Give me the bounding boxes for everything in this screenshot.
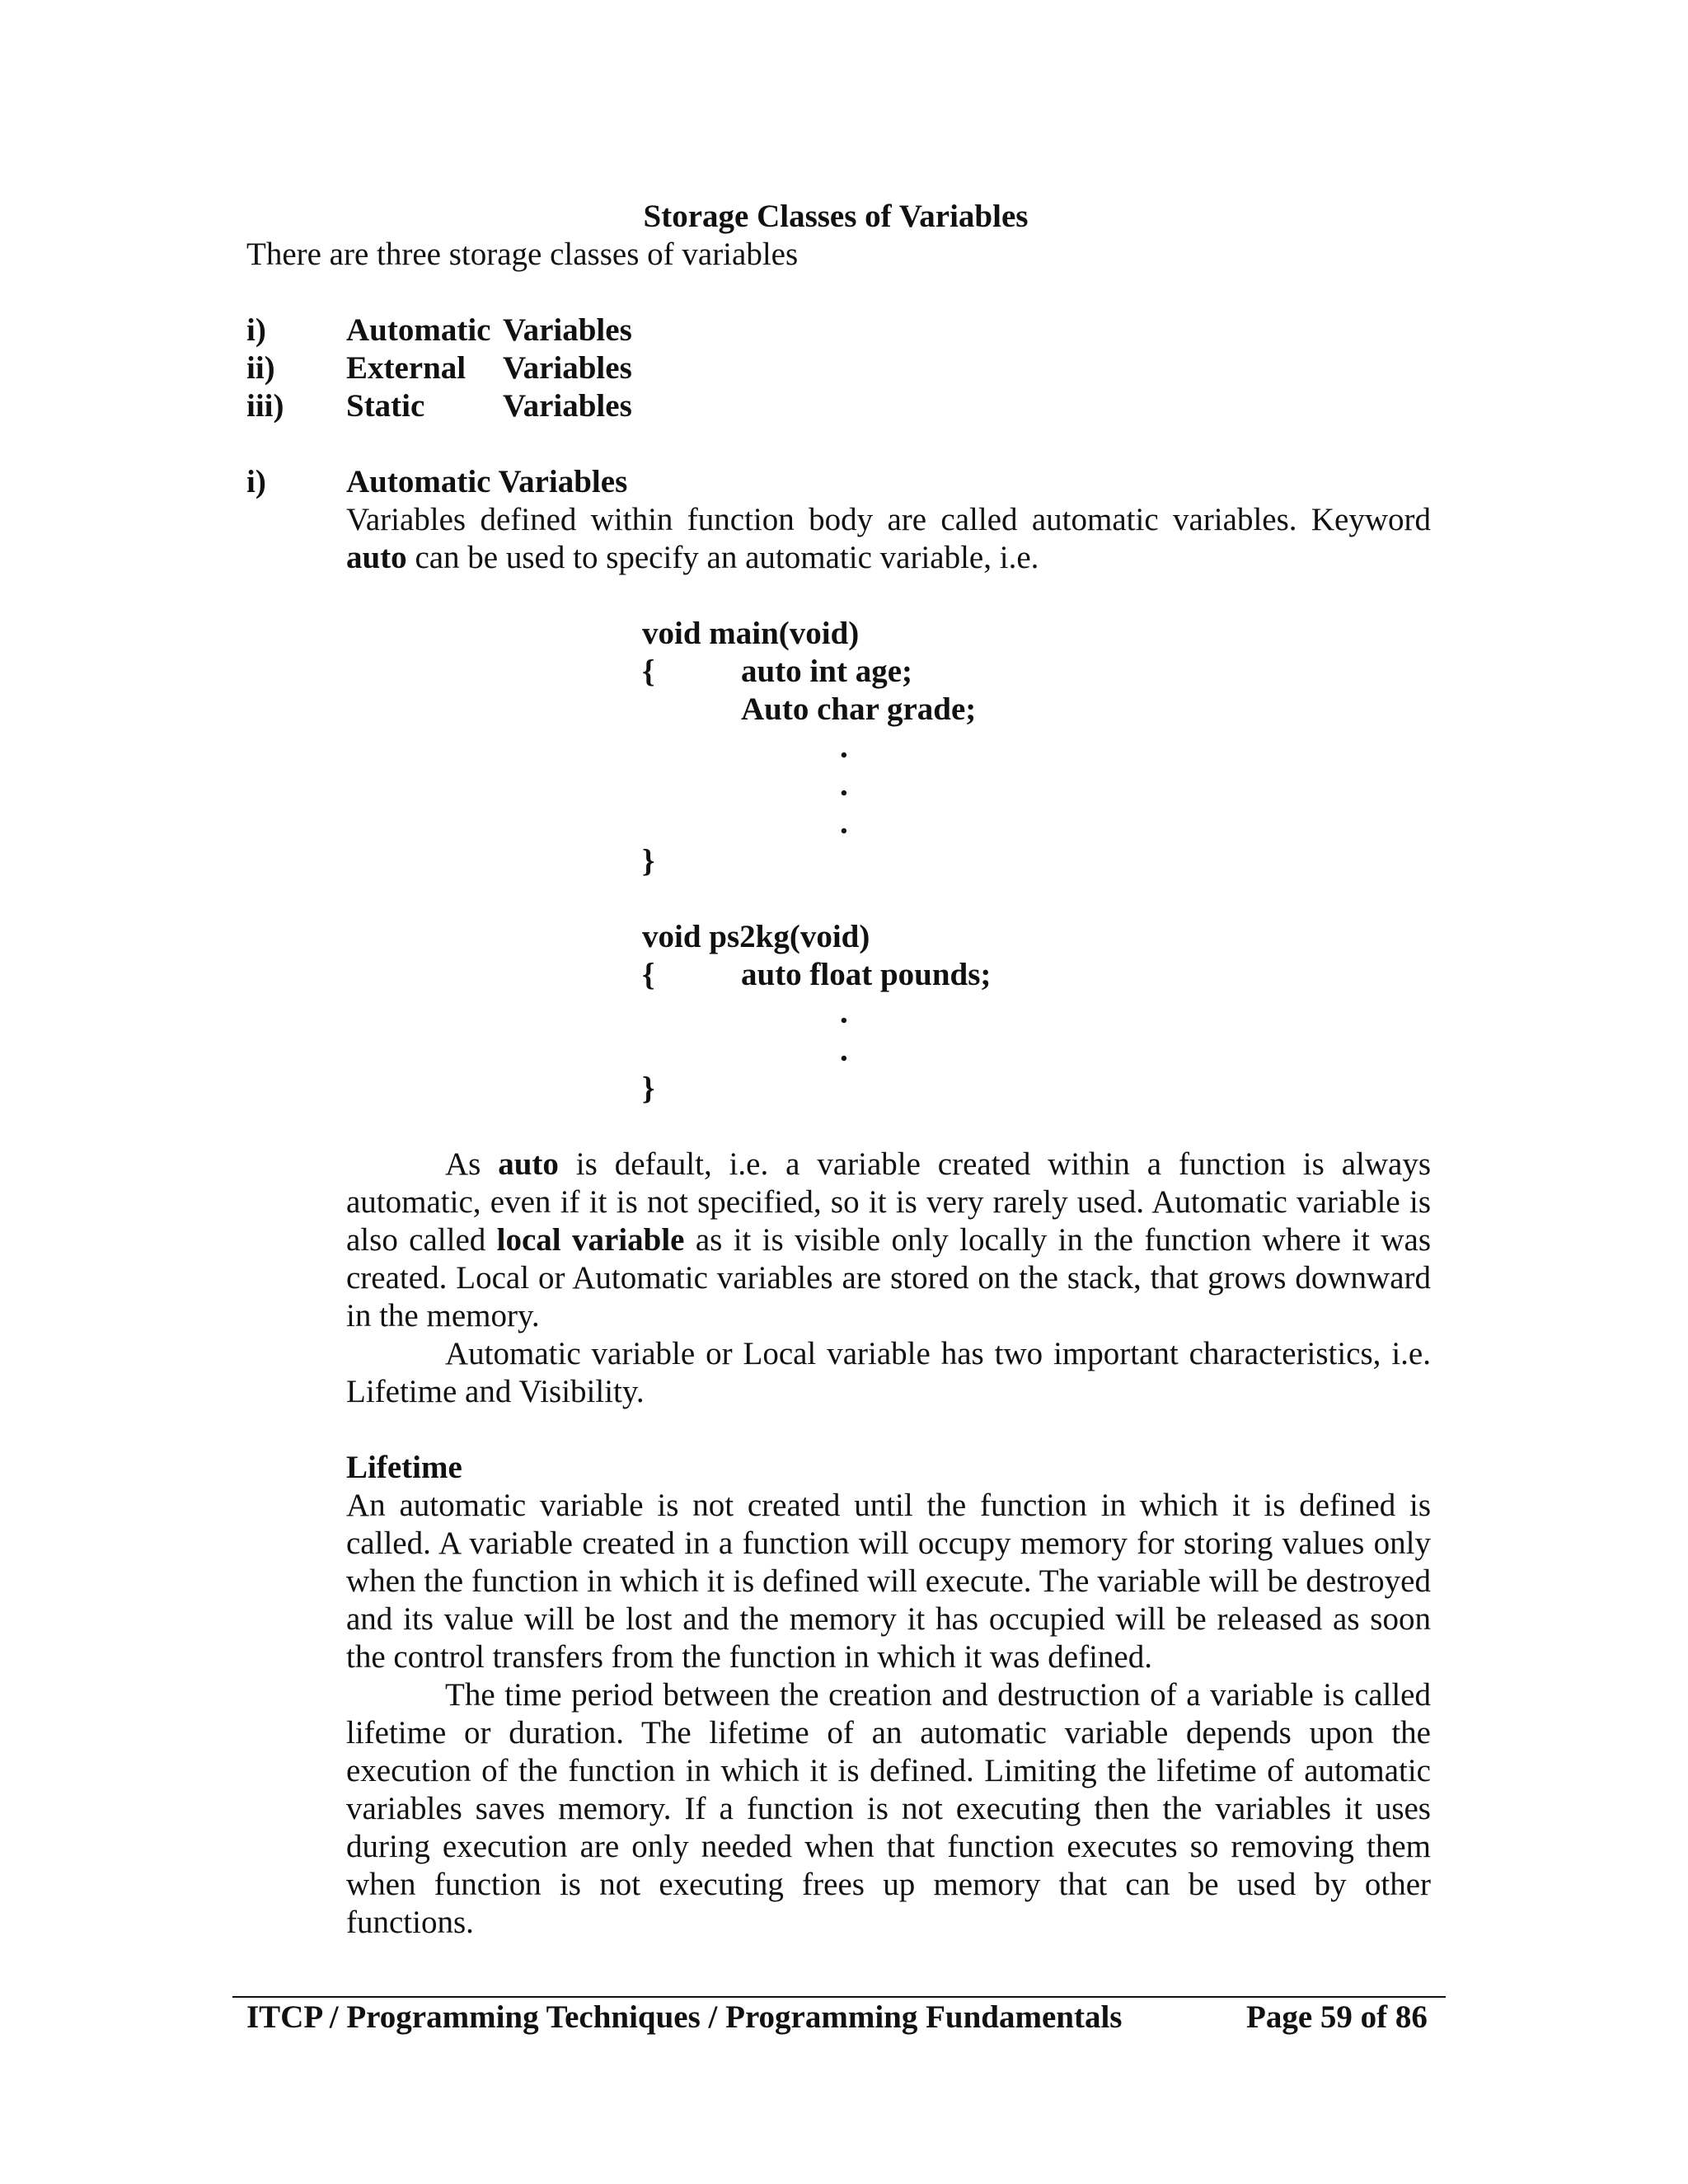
code-brace: } — [642, 843, 655, 879]
code-header: void main(void) — [642, 616, 860, 651]
list-item-number: ii) — [246, 350, 275, 386]
section-description: Variables defined within function body are called automatic variables. Keyword auto can be used to specify an automatic variable, i.e. — [346, 502, 1431, 575]
code-line: auto float pounds; — [741, 957, 992, 992]
code-header: void ps2kg(void) — [642, 919, 870, 954]
lifetime-paragraph: The time period between the creation and destruction of a variable is called lifetime or duration. The lifetime of an automatic variable depends upon the execution of the function in which it is defined. Limiting the lifetime of automatic variables saves memory. If a function is not executing then the variables it uses during execution are only needed when that function executes so removing them when function is not executing frees up memory that can be used by other functions. — [346, 1677, 1431, 1940]
lifetime-text — [346, 1487, 1431, 1942]
code-line: Auto char grade; — [741, 691, 977, 727]
section-number: i) — [246, 464, 266, 499]
list-item-label: Static — [346, 388, 425, 424]
code-ellipsis-dot: . — [840, 767, 848, 803]
page-title: Storage Classes of Variables — [643, 199, 1029, 234]
code-brace: } — [642, 1071, 655, 1106]
page-number: Page 59 of 86 — [1246, 1999, 1428, 2035]
list-item-label: External — [346, 350, 467, 386]
list-item-label: Variables — [503, 350, 632, 386]
footer-course: ITCP / Programming Techniques / Programming Fundamentals — [246, 1999, 1123, 2035]
lifetime-paragraph: An automatic variable is not created until the function in which it is defined is called. A variable created in a function will occupy memory for storing values only when the function in which it is defined will execute. The variable will be destroyed and its value will be lost and the memory it has occupied will be released as soon the control transfers from the function in which it was defined. — [346, 1488, 1431, 1675]
code-ellipsis-dot: . — [840, 805, 848, 841]
code-brace: { — [642, 654, 655, 689]
list-item-label: Automatic — [346, 312, 491, 348]
keyword-auto: auto — [498, 1146, 559, 1182]
footer-rule — [232, 1996, 1446, 1998]
code-ellipsis-dot: . — [840, 995, 848, 1030]
code-ellipsis-dot: . — [840, 729, 848, 765]
keyword-local-variable: local variable — [496, 1222, 685, 1258]
list-item-number: i) — [246, 312, 266, 348]
code-brace: { — [642, 957, 655, 992]
auto-explanation: As auto is default, i.e. a variable created within a function is always automatic, even if it is not specified, so it is very rarely used. Automatic variable is also called local variable as it is visible only locally in the function where it was created. Local or Automatic variables are stored on the stack, that grows downward in the memory. Automatic variable or Local variable has two important characteristics, i.e. Lifetime and Visibility. — [346, 1146, 1431, 1409]
code-line: auto int age; — [741, 654, 912, 689]
keyword-auto: auto — [346, 540, 407, 575]
characteristics-paragraph: Automatic variable or Local variable has two important characteristics, i.e. Lifetime and Visibility. — [346, 1336, 1431, 1409]
list-item-label: Variables — [503, 388, 632, 424]
intro-text: There are three storage classes of variables — [246, 237, 799, 272]
code-ellipsis-dot: . — [840, 1033, 848, 1068]
list-item-number: iii) — [246, 388, 284, 424]
section-heading: Automatic Variables — [346, 464, 628, 499]
lifetime-heading: Lifetime — [346, 1450, 462, 1485]
list-item-label: Variables — [503, 312, 632, 348]
